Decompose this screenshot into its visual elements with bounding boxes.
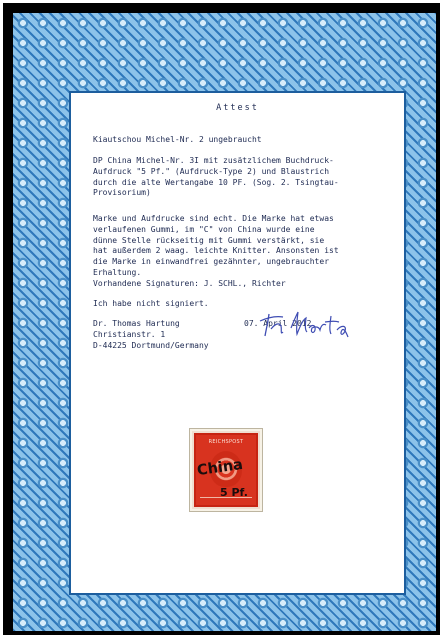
examiner-city: D-44225 Dortmund/Germany <box>93 341 209 350</box>
certificate-title: Attest <box>216 103 259 113</box>
examiner-name: Dr. Thomas Hartung <box>93 319 180 328</box>
certificate-guilloche-border <box>13 13 436 631</box>
stamp-overprint-country: China <box>196 456 244 480</box>
certificate-date: 07. April 2012 <box>244 319 312 328</box>
stamp-body <box>192 431 260 509</box>
examiner-street: Christianstr. 1 <box>93 330 166 339</box>
stamp-overprint-value: 5 Pf. <box>220 486 248 499</box>
existing-signatures: Vorhandene Signaturen: J. SCHL., Richter <box>93 279 286 288</box>
stamp-header-text: REICHSPOST <box>208 439 244 445</box>
condition-paragraph: Marke und Aufdrucke sind echt. Die Marke hat etwas verlaufenen Gummi, im "C" von China wurde eine dünne Stelle rückseitig mit Gummi verstärkt, sie hat außerdem 2 waag. leichte Knitter. Ansonsten ist die Marke in einwandfrei gezähnter, ungebrauchter Erhaltung. <box>93 214 339 277</box>
stamp-identification: Kiautschou Michel-Nr. 2 ungebraucht <box>93 135 262 144</box>
stamp-photo <box>189 428 263 512</box>
not-signed-statement: Ich habe nicht signiert. <box>93 299 209 308</box>
examiner-signature <box>259 308 359 342</box>
photo-frame <box>3 3 440 635</box>
stamp-description: DP China Michel-Nr. 3I mit zusätzlichem Buchdruck- Aufdruck "5 Pf." (Aufdruck-Type 2) und Blaustrich durch die alte Wertangabe 10 PF. (Sog. 2. Tsingtau- Provisorium) <box>93 156 339 198</box>
certificate-paper <box>71 93 404 593</box>
stamp-bottom-panel <box>200 497 252 504</box>
